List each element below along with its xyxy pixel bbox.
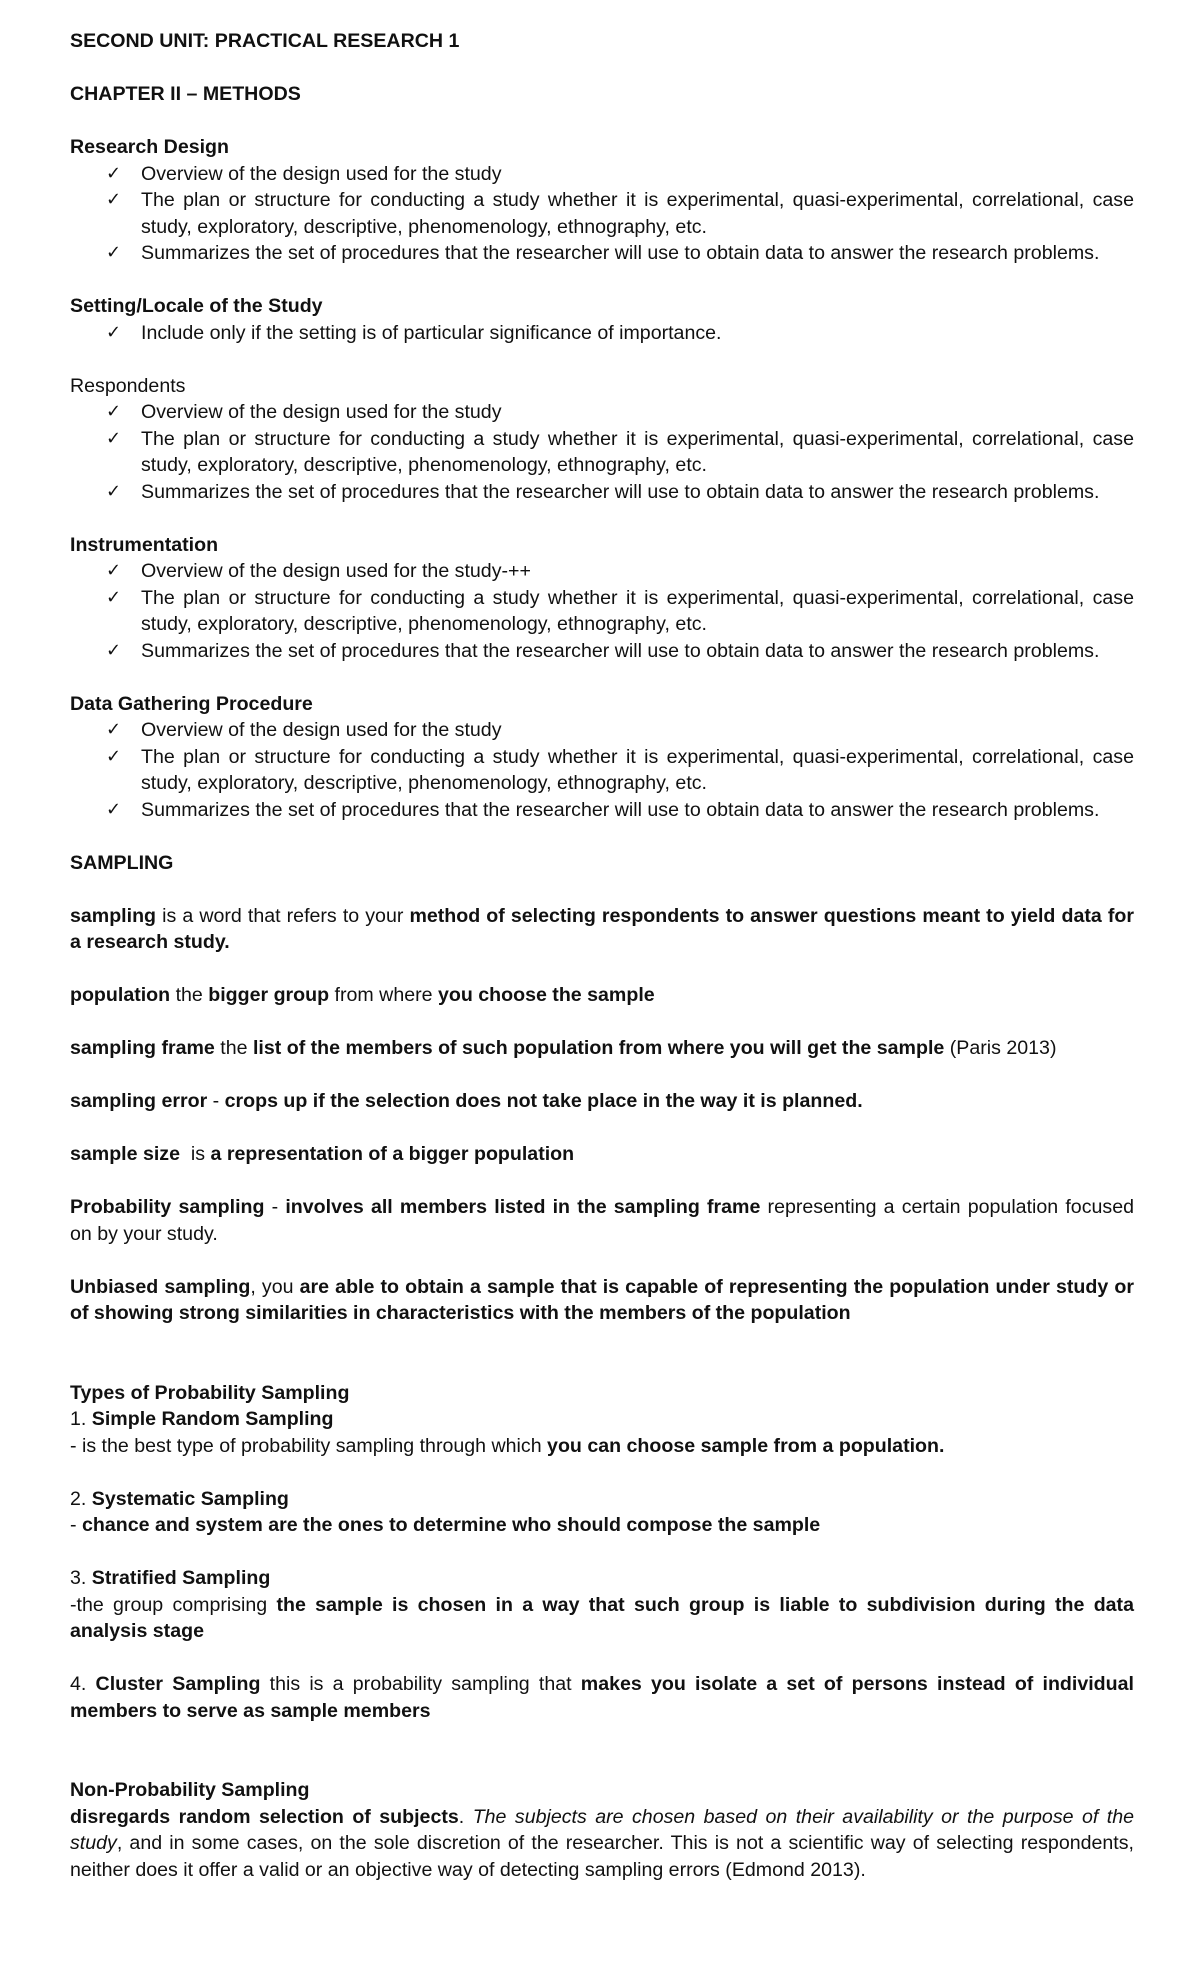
type-systematic-title — [70, 1486, 1134, 1513]
list-item — [70, 240, 1134, 267]
item-number: 1. — [70, 1408, 92, 1430]
list-item — [70, 479, 1134, 506]
unit-title: SECOND UNIT: PRACTICAL RESEARCH 1 — [70, 30, 460, 52]
type-simple-random-desc — [70, 1433, 1134, 1460]
checkmark-icon: ✓ — [106, 189, 122, 210]
spacer — [70, 267, 1134, 294]
checkmark-icon: ✓ — [106, 401, 122, 422]
list-item-text: Summarizes the set of procedures that the researcher will use to obtain data to answer the research problems. — [141, 798, 1100, 821]
checkmark-icon: ✓ — [106, 242, 122, 263]
checklist-setting — [70, 320, 1134, 347]
list-item-text: Overview of the design used for the study — [141, 719, 502, 741]
list-item — [70, 797, 1134, 824]
chapter-title: CHAPTER II – METHODS — [70, 83, 301, 105]
text: , and in some cases, on the sole discretion of the researcher. This is not a scientific way of selecting respondents, neither does it offer a valid or an objective way of detecting sampling errors (Edmond 2013). — [70, 1832, 1134, 1881]
text: -the group comprising — [70, 1593, 277, 1616]
list-item-text: Overview of the design used for the study-++ — [141, 560, 531, 582]
checkmark-icon: ✓ — [106, 560, 122, 581]
text: is a word that refers to your — [156, 904, 410, 927]
item-number: 2. — [70, 1487, 92, 1510]
type-stratified-title — [70, 1565, 1134, 1592]
emphasis: bigger group — [208, 984, 330, 1006]
list-item-text: Summarizes the set of procedures that the researcher will use to obtain data to answer the research problems. — [141, 480, 1100, 503]
definition-population — [70, 982, 1134, 1009]
spacer — [70, 505, 1134, 532]
definition-sampling-frame — [70, 1035, 1134, 1062]
spacer — [70, 1539, 1134, 1566]
text: - — [264, 1196, 286, 1218]
nonprobability-desc — [70, 1804, 1134, 1884]
italic-text: The subjects are chosen based on their availability or the purpose of the study — [70, 1805, 1134, 1854]
checkmark-icon: ✓ — [106, 639, 122, 661]
checklist-instrumentation — [70, 558, 1134, 664]
spacer — [70, 1751, 1134, 1778]
type-name: Systematic Sampling — [91, 1487, 289, 1510]
section-heading-instrumentation: Instrumentation — [70, 533, 219, 556]
section-heading-data-gathering: Data Gathering Procedure — [70, 692, 313, 715]
definition-sampling — [70, 903, 1134, 956]
list-item-text: The plan or structure for conducting a study whether it is experimental, quasi-experimental, correlational, case study, exploratory, descriptive, phenomenology, ethnography, etc. — [141, 427, 1134, 476]
text: - is the best type of probability sampling through which — [70, 1434, 548, 1457]
list-item — [70, 744, 1134, 797]
list-item — [70, 558, 1134, 585]
emphasis: crops up if the selection does not take place in the way it is planned. — [224, 1090, 863, 1112]
list-item-text: The plan or structure for conducting a study whether it is experimental, quasi-experimental, correlational, case study, exploratory, descriptive, phenomenology, ethnography, etc. — [141, 745, 1134, 794]
list-item — [70, 717, 1134, 744]
checklist-data-gathering — [70, 717, 1134, 823]
list-item — [70, 638, 1134, 665]
text: from where — [329, 984, 438, 1006]
checkmark-icon: ✓ — [106, 427, 122, 449]
list-item-text: Overview of the design used for the study — [141, 162, 502, 185]
term: sample size — [70, 1143, 181, 1165]
text: is — [180, 1143, 211, 1165]
section-heading-setting: Setting/Locale of the Study — [70, 295, 323, 317]
type-name: Stratified Sampling — [91, 1567, 271, 1589]
emphasis: the sample is chosen in a way that such group is liable to subdivision during the data analysis stage — [70, 1593, 1134, 1642]
spacer — [70, 876, 1134, 903]
checkmark-icon: ✓ — [106, 586, 122, 608]
emphasis: method of selecting respondents to answer questions meant to yield data for a research study. — [70, 904, 1134, 953]
text: - — [70, 1514, 82, 1536]
text: . — [458, 1805, 473, 1828]
term: sampling frame — [70, 1037, 215, 1059]
spacer — [70, 1168, 1134, 1195]
spacer — [70, 1062, 1134, 1089]
sampling-heading: SAMPLING — [70, 851, 174, 874]
section-heading-respondents: Respondents — [70, 374, 186, 397]
emphasis: disregards random selection of subjects — [70, 1805, 459, 1828]
text: , you — [250, 1275, 300, 1298]
list-item-text: Overview of the design used for the study — [141, 401, 502, 423]
text: the — [214, 1037, 253, 1059]
checklist-research-design — [70, 161, 1134, 267]
spacer — [70, 346, 1134, 373]
types-heading: Types of Probability Sampling — [70, 1381, 350, 1404]
text: representing a certain population focused on by your study. — [70, 1196, 1134, 1245]
nonprobability-heading: Non-Probability Sampling — [70, 1779, 310, 1801]
spacer — [70, 1327, 1134, 1354]
citation: (Paris 2013) — [944, 1037, 1057, 1059]
definition-sample-size — [70, 1141, 1134, 1168]
type-cluster — [70, 1671, 1134, 1724]
checkmark-icon: ✓ — [106, 480, 122, 502]
emphasis: you choose the sample — [437, 984, 655, 1006]
text: this is a probability sampling that — [260, 1673, 581, 1695]
emphasis: makes you isolate a set of persons instead of individual members to serve as sample members — [70, 1673, 1134, 1722]
type-systematic-desc — [70, 1512, 1134, 1539]
checkmark-icon: ✓ — [106, 321, 122, 343]
term: Probability sampling — [70, 1196, 265, 1218]
emphasis: you can choose sample from a population. — [547, 1434, 945, 1457]
spacer — [70, 55, 1134, 82]
list-item — [70, 585, 1134, 638]
item-number: 4. — [70, 1673, 96, 1695]
definition-sampling-error — [70, 1088, 1134, 1115]
list-item-text: Summarizes the set of procedures that the researcher will use to obtain data to answer the research problems. — [141, 242, 1100, 264]
emphasis: chance and system are the ones to determine who should compose the sample — [81, 1514, 821, 1536]
list-item-text: The plan or structure for conducting a study whether it is experimental, quasi-experimental, correlational, case study, exploratory, descriptive, phenomenology, ethnography, etc. — [141, 189, 1134, 238]
term: sampling error — [70, 1090, 208, 1112]
checkmark-icon: ✓ — [106, 745, 122, 767]
term: Unbiased sampling — [70, 1275, 251, 1298]
checklist-respondents — [70, 399, 1134, 505]
list-item-text: Include only if the setting is of particular significance of importance. — [141, 321, 722, 344]
spacer — [70, 664, 1134, 691]
spacer — [70, 1115, 1134, 1142]
list-item — [70, 161, 1134, 188]
checkmark-icon: ✓ — [106, 162, 122, 184]
spacer — [70, 956, 1134, 983]
spacer — [70, 1459, 1134, 1486]
type-simple-random-title — [70, 1406, 1134, 1433]
spacer — [70, 1247, 1134, 1274]
checkmark-icon: ✓ — [106, 719, 122, 740]
emphasis: are able to obtain a sample that is capable of representing the population under study or of showing strong similarities in characteristics with the members of the population — [70, 1275, 1134, 1324]
definition-probability-sampling — [70, 1194, 1134, 1247]
emphasis: list of the members of such population from where you will get the sample — [252, 1037, 945, 1059]
item-number: 3. — [70, 1567, 92, 1589]
term: sampling — [70, 904, 157, 927]
term: population — [70, 984, 171, 1006]
checkmark-icon: ✓ — [106, 798, 122, 820]
text: the — [170, 984, 209, 1006]
spacer — [70, 1009, 1134, 1036]
type-name: Cluster Sampling — [95, 1673, 261, 1695]
emphasis: involves all members listed in the sampling frame — [285, 1196, 761, 1218]
section-heading-research-design: Research Design — [70, 136, 229, 158]
spacer — [70, 823, 1134, 850]
text: - — [207, 1090, 225, 1112]
emphasis: a representation of a bigger population — [210, 1143, 575, 1165]
list-item-text: The plan or structure for conducting a study whether it is experimental, quasi-experimental, correlational, case study, exploratory, descriptive, phenomenology, ethnography, etc. — [141, 586, 1134, 635]
list-item — [70, 320, 1134, 347]
type-stratified-desc — [70, 1592, 1134, 1645]
definition-unbiased-sampling — [70, 1274, 1134, 1327]
type-name: Simple Random Sampling — [91, 1408, 334, 1430]
list-item — [70, 187, 1134, 240]
list-item — [70, 399, 1134, 426]
spacer — [70, 1724, 1134, 1751]
spacer — [70, 1353, 1134, 1380]
list-item-text: Summarizes the set of procedures that the researcher will use to obtain data to answer the research problems. — [141, 639, 1100, 662]
spacer — [70, 1645, 1134, 1672]
list-item — [70, 426, 1134, 479]
spacer — [70, 108, 1134, 135]
